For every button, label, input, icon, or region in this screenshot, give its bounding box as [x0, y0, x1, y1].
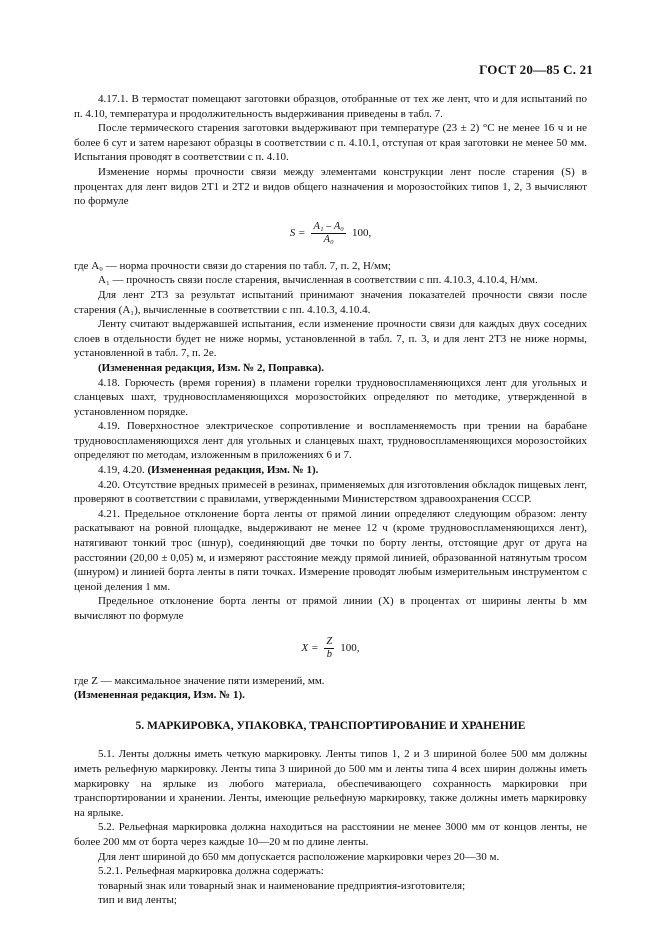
paragraph-2t3-result: Для лент 2Т3 за результат испытаний принимают значения показателей прочности связи после старения (A₁), вычисленные в соответствии с пп. 4.10.3, 4.10.4.: [74, 288, 587, 316]
paragraph-4-21: 4.21. Предельное отклонение борта ленты от прямой линии определяют следующим образом: ленту раскатывают на ровной площадке, выдерживают не менее 12 ч (кроме трудновоспламеняющихся лент), натягивают тонкий трос (шнур), соединяющий две точки по борту ленты, отстоящие друг от друга на расстоянии (20,00 ± 0,05) м, и измеряют расстояние между прямой линией, образованной натянутым тросом (шнуром) и линией борта ленты в пяти точках. Измерение проводят любым измерительным инструментом с ценой деления 1 мм.: [74, 507, 587, 593]
paragraph-strength-change: Изменение нормы прочности связи между элементами конструкции лент после старения (S) в процентах для лент видов 2Т1 и 2Т2 и видов общего назначения и морозостойких типов 1, 2, 3 вычисляют по формуле: [74, 165, 587, 208]
paragraph-5-2-1: 5.2.1. Рельефная маркировка должна содержать:: [98, 865, 324, 878]
formula1-where-a0: где A₀ — норма прочности связи до старения по табл. 7, п. 2, Н/мм;: [74, 259, 391, 272]
paragraph-edge-deviation: Предельное отклонение борта ленты от прямой линии (X) в процентах от ширины ленты b мм вычисляют по формуле: [74, 595, 587, 622]
formula2-denominator: b: [326, 649, 332, 661]
page-header: ГОСТ 20—85 С. 21: [479, 62, 593, 77]
formula1-fraction: [311, 221, 345, 246]
paragraph-pass-criteria: Ленту считают выдержавшей испытания, если изменение прочности связи для каждых двух соседних слоев в отдельности будет не ниже нормы, установленной в табл. 7, п. 3, и для лент 2Т3 не ниже нормы, установленной в табл. 7, п. 2е.: [74, 318, 587, 360]
formula1-tail: 100,: [351, 227, 372, 240]
list-item-belt-type: тип и вид ленты;: [98, 894, 177, 907]
formula1-numerator: A₁ – A₀: [313, 221, 344, 233]
section-title-5: 5. МАРКИРОВКА, УПАКОВКА, ТРАНСПОРТИРОВАНИЕ И ХРАНЕНИЕ: [135, 719, 526, 732]
paragraph-narrow-belts: Для лент шириной до 650 мм допускается расположение маркировки через 20—30 м.: [98, 850, 500, 863]
formula-strength-change: [74, 217, 587, 251]
paragraph-5-1: 5.1. Ленты должны иметь четкую маркировку. Ленты типов 1, 2 и 3 шириной более 500 мм должны иметь рельефную маркировку. Ленты типа 3 шириной до 500 мм и ленты типа 4 всех ширин должны иметь маркировку на ярлыке из любого материала, обеспечивающего сохранность маркировки при транспортировании и хранении. Ленты, имеющие рельефную маркировку, также должны иметь маркировку на ярлыке.: [74, 748, 587, 819]
paragraph-4-17-1: 4.17.1. В термостат помещают заготовки образцов, отобранные от тех же лент, что и для испытаний по п. 4.10, температура и продолжительность выдерживания приведены в табл. 7.: [74, 93, 587, 120]
page-body: [74, 92, 587, 908]
paragraph-4-19: 4.19. Поверхностное электрическое сопротивление и воспламеняемость при трении на барабане трудновоспламеняющихся лент для угольных и сланцевых шахт, трудновоспламеняющихся морозостойких определяют по методам, изложенным в приложениях 6 и 7.: [74, 420, 587, 462]
amendment-note-1b: (Измененная редакция, Изм. № 1).: [74, 689, 245, 702]
formula2-lhs: X =: [301, 642, 319, 655]
paragraph-4-20: 4.20. Отсутствие вредных примесей в резинах, применяемых для изготовления обкладок пищевых лент, проверяют в соответствии с правилами, утвержденными Министерством здравоохранения СССР.: [74, 478, 587, 506]
paragraph-4-18: 4.18. Горючесть (время горения) в пламени горелки трудновоспламеняющихся лент для угольных и сланцевых шахт, трудновоспламеняющихся морозостойких определяют по методике, утвержденной в установленном порядке.: [74, 376, 587, 418]
formula1-lhs: S =: [289, 227, 306, 240]
amendment-note-2: (Измененная редакция, Изм. № 2, Поправка).: [98, 361, 324, 374]
paragraph-aging-conditions: После термического старения заготовки выдерживают при температуре (23 ± 2) °С не менее 16 ч и не более 6 сут и затем нарезают образцы в соответствии с п. 4.10.1, отступая от края заготовки не менее 50 мм. Испытания проводят в соответствии с п. 4.10.: [74, 122, 587, 164]
list-item-trademark: товарный знак или товарный знак и наименование предприятия-изготовителя;: [98, 879, 466, 892]
formula2-tail: 100,: [340, 642, 360, 655]
formula-edge-deviation: [74, 632, 587, 666]
formula2-numerator: Z: [326, 636, 333, 648]
amendment-line-4-19-4-20: [74, 463, 587, 478]
amendment-note-1: (Измененная редакция, Изм. № 1).: [147, 464, 319, 477]
formula1-where-a1: A₁ — прочность связи после старения, вычисленная в соответствии с пп. 4.10.3, 4.10.4, Н/мм.: [98, 274, 538, 287]
paragraph-5-2: 5.2. Рельефная маркировка должна находиться на расстоянии не менее 3000 мм от концов ленты, не более 200 мм от борта через каждые 10—20 м по длине ленты.: [74, 821, 587, 848]
formula2-fraction: [324, 636, 334, 661]
formula1-denominator: A₀: [323, 234, 334, 246]
amendment-ref: 4.19, 4.20.: [98, 464, 145, 477]
formula2-where-z: где Z — максимальное значение пяти измерений, мм.: [74, 674, 325, 687]
